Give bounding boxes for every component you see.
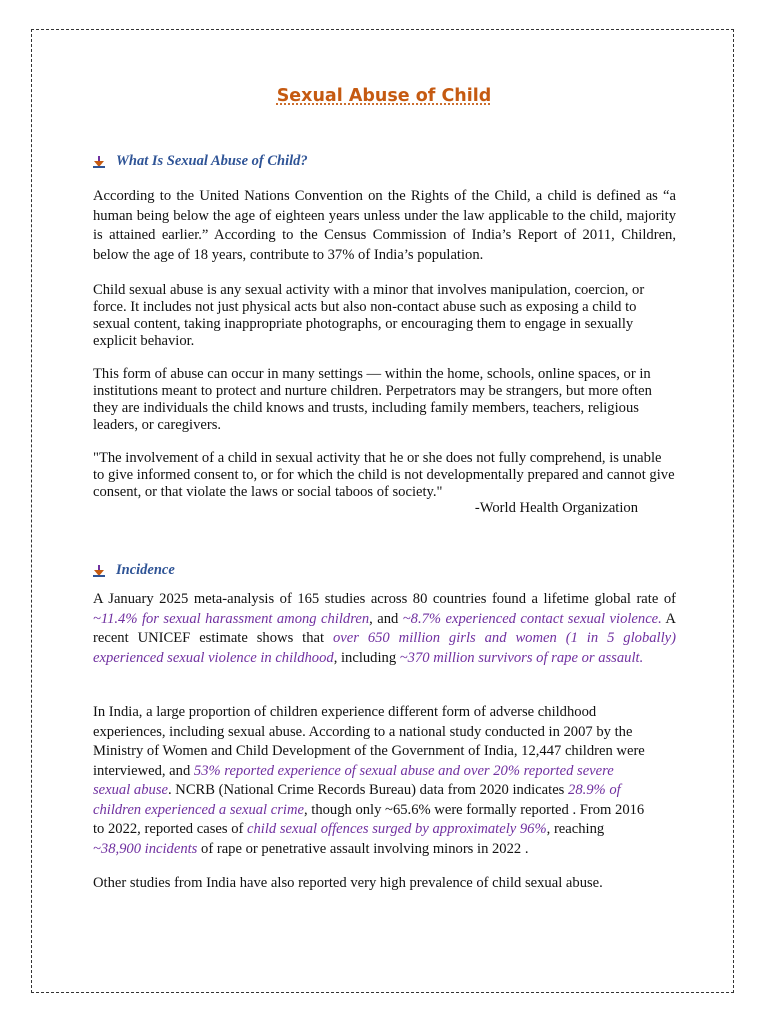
quote-source: -World Health Organization: [474, 500, 638, 516]
page-title: Sexual Abuse of Child: [276, 86, 492, 106]
text-run: , though only ~65.6% were formally reported . From 2016 to 2022, reported cases of: [93, 801, 645, 837]
text-run: A January 2025 meta-analysis of 165 studies across 80 countries found a lifetime global rate of: [93, 591, 676, 607]
what-paragraph-2: Child sexual abuse is any sexual activity with a minor that involves manipulation, coercion, or force. It includes not just physical acts but also non-contact abuse such as exposing a child to sexual content, taking inappropriate photographs, or encouraging them to engage in sexually explicit behavior.: [93, 282, 645, 349]
highlight-run: child sexual offences surged by approximately 96%: [247, 821, 547, 837]
what-paragraph-3: This form of abuse can occur in many settings — within the home, schools, online spaces, or in institutions meant to protect and nurture children. Perpetrators may be strangers, but more often they are individuals the child knows and trusts, including family members, teachers, religious leaders, or caregivers.: [93, 366, 652, 433]
highlight-run: ~11.4% for sexual harassment among children: [93, 610, 370, 627]
incidence-paragraph-1: [93, 590, 676, 668]
text-run: A recent UNICEF estimate shows that: [93, 610, 676, 646]
highlight-run: 53% reported experience of sexual abuse and over 20% reported severe sexual abuse: [93, 762, 614, 798]
text-run: of rape or penetrative assault involving minors in 2022 .: [197, 840, 529, 857]
what-paragraph-1: According to the United Nations Convention on the Rights of the Child, a child is defined as “a human being below the age of eighteen years unless under the law applicable to the child, majority is attained earlier.” According to the Census Commission of India’s Report of 2011, Children, below the age of 18 years, contribute to 37% of India’s population.: [93, 188, 676, 263]
highlight-run: ~370 million survivors of rape or assault.: [399, 649, 644, 666]
text-run: , reaching: [546, 821, 605, 837]
text-run: , and: [369, 610, 403, 627]
incidence-paragraph-3: Other studies from India have also reported very high prevalence of child sexual abuse.: [93, 875, 603, 891]
highlight-run: ~8.7% experienced contact sexual violence.: [402, 610, 662, 627]
section-heading-incidence: [93, 562, 175, 579]
section-heading-what-text: What Is Sexual Abuse of Child?: [116, 153, 308, 169]
highlight-run: ~38,900 incidents: [93, 840, 198, 857]
who-quote: "The involvement of a child in sexual activity that he or she does not fully comprehend, is unable to give informed consent to, or for which the child is not developmentally prepared and cannot give consent, or that violate the laws or social taboos of society.": [93, 450, 675, 500]
text-run: In India, a large proportion of children experience different form of adverse childhood experiences, including sexual abuse. According to a national study conducted in 2007 by the Ministry of Women and Child Development of the Government of India, 12,447 children were interviewed, and: [93, 704, 645, 779]
arrow-down-bullet-icon: [93, 156, 105, 168]
text-run: , including: [333, 649, 400, 666]
highlight-run: 28.9% of children experienced a sexual crime: [93, 782, 621, 818]
highlight-run: over 650 million girls and women (1 in 5 globally) experienced sexual violence in childhood: [93, 630, 676, 666]
section-heading-incidence-text: Incidence: [116, 562, 175, 578]
section-heading-what: [93, 153, 308, 170]
arrow-down-bullet-icon: [93, 565, 105, 577]
incidence-paragraph-2: [93, 703, 653, 859]
text-run: . NCRB (National Crime Records Bureau) data from 2020 indicates: [167, 782, 569, 798]
